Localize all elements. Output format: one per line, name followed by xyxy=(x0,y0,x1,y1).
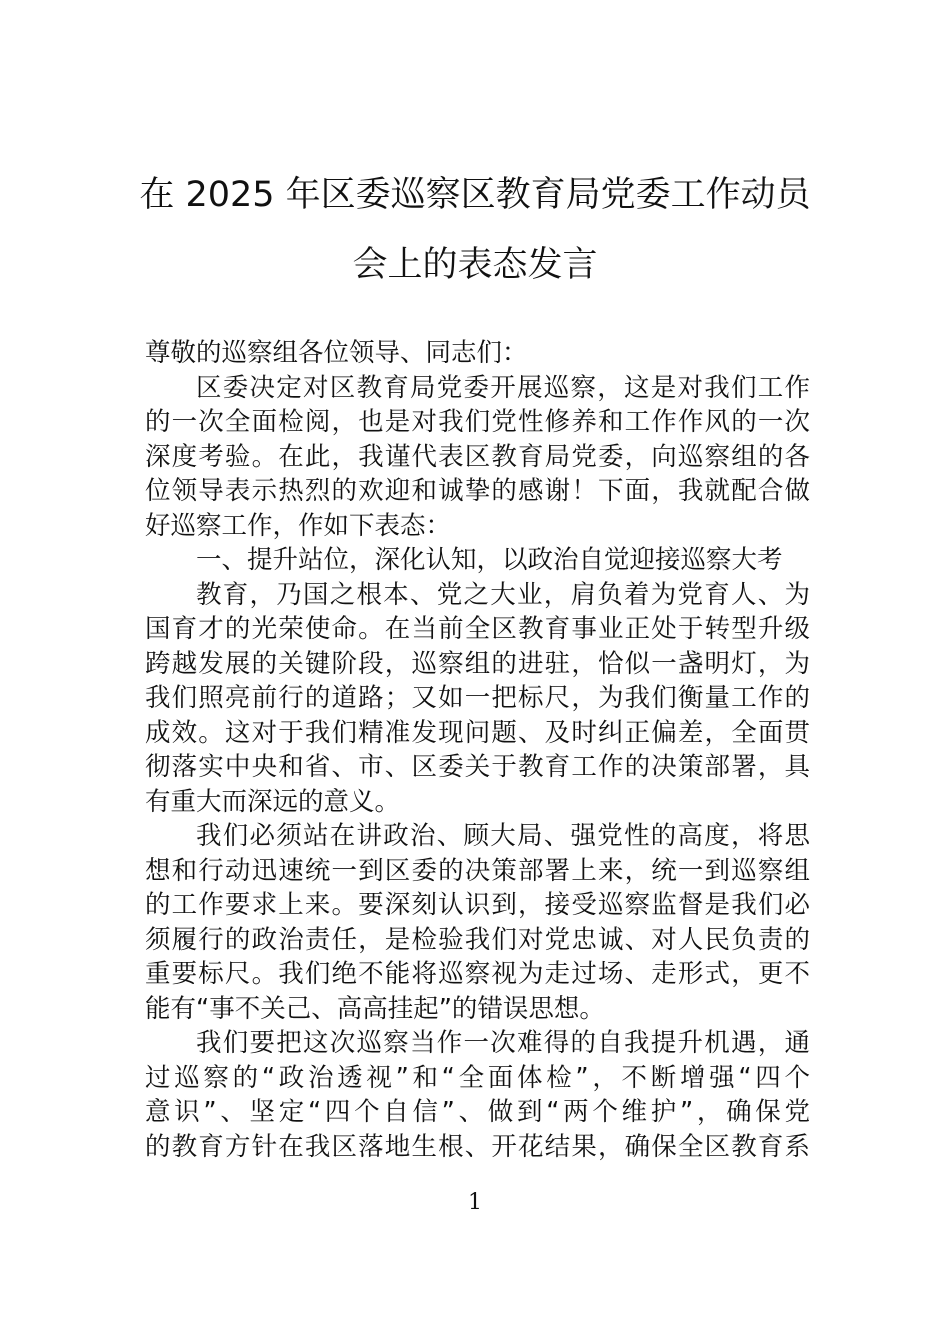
paragraph-line: 国育才的光荣使命。在当前全区教育事业正处于转型升级 xyxy=(145,614,810,644)
paragraph-line: 意识”、坚定“四个自信”、做到“两个维护”，确保党 xyxy=(145,1097,810,1127)
document-body xyxy=(145,336,810,1164)
paragraph-opportunity xyxy=(145,1026,810,1164)
salutation: 尊敬的巡察组各位领导、同志们： xyxy=(145,338,528,368)
paragraph-line: 想和行动迅速统一到区委的决策部署上来，统一到巡察组 xyxy=(145,855,810,886)
paragraph-line: 的工作要求上来。要深刻认识到，接受巡察监督是我们必 xyxy=(145,890,810,920)
paragraph-line: 的教育方针在我区落地生根、开花结果，确保全区教育系 xyxy=(145,1131,810,1162)
paragraph-line: 我们必须站在讲政治、顾大局、强党性的高度，将思 xyxy=(196,821,810,851)
paragraph-line: 能有“事不关己、高高挂起”的错误思想。 xyxy=(145,993,605,1024)
paragraph-politics xyxy=(145,819,810,1026)
paragraph-line: 位领导表示热烈的欢迎和诚挚的感谢！下面，我就配合做 xyxy=(145,476,810,506)
paragraph-line: 的一次全面检阅，也是对我们党性修养和工作作风的一次 xyxy=(145,407,810,437)
document-title-line-1: 在 2025 年区委巡察区教育局党委工作动员 xyxy=(139,175,811,215)
paragraph-line: 我们要把这次巡察当作一次难得的自我提升机遇，通 xyxy=(196,1028,810,1058)
paragraph-line: 过巡察的“政治透视”和“全面体检”，不断增强“四个 xyxy=(145,1062,810,1093)
paragraph-line: 彻落实中央和省、市、区委关于教育工作的决策部署，具 xyxy=(145,752,810,782)
paragraph-line: 教育，乃国之根本、党之大业，肩负着为党育人、为 xyxy=(196,579,810,610)
section-heading-text: 一、提升站位，深化认知，以政治自觉迎接巡察大考 xyxy=(196,545,783,575)
paragraph-line: 重要标尺。我们绝不能将巡察视为走过场、走形式，更不 xyxy=(145,959,810,989)
paragraph-intro xyxy=(145,371,810,544)
paragraph-line: 有重大而深远的意义。 xyxy=(145,786,401,817)
paragraph-line: 好巡察工作，作如下表态： xyxy=(145,510,452,541)
paragraph-line: 深度考验。在此，我谨代表区教育局党委，向巡察组的各 xyxy=(145,441,810,472)
paragraph-education xyxy=(145,578,810,820)
paragraph-line: 跨越发展的关键阶段，巡察组的进驻，恰似一盏明灯，为 xyxy=(145,648,810,679)
section-heading-1 xyxy=(145,543,810,578)
document-title-line-2: 会上的表态发言 xyxy=(352,245,598,285)
paragraph-line: 区委决定对区教育局党委开展巡察，这是对我们工作 xyxy=(196,372,810,403)
paragraph-line: 我们照亮前行的道路；又如一把标尺，为我们衡量工作的 xyxy=(145,683,810,713)
paragraph-line: 成效。这对于我们精准发现问题、及时纠正偏差，全面贯 xyxy=(145,717,810,748)
paragraph-line: 须履行的政治责任，是检验我们对党忠诚、对人民负责的 xyxy=(145,924,810,955)
page-number: 1 xyxy=(468,1190,482,1215)
